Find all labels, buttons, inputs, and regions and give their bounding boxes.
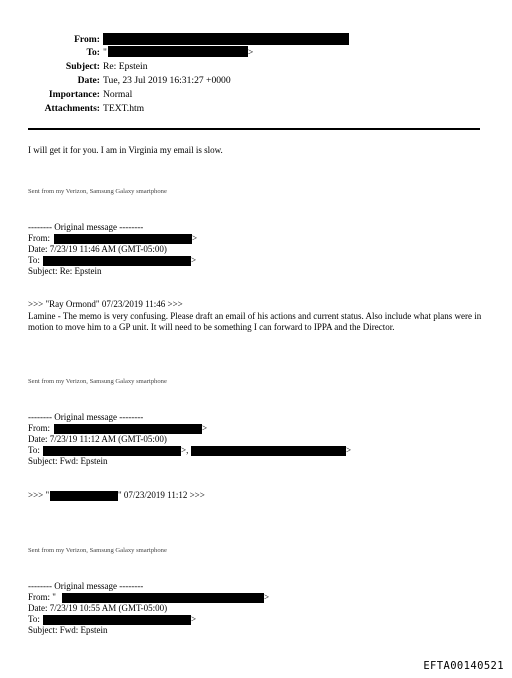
original2-to — [28, 445, 352, 456]
header-divider — [28, 128, 480, 130]
from-suffix: > — [264, 592, 270, 602]
redaction-bar — [54, 424, 202, 434]
redaction-bar — [43, 446, 181, 456]
header-from-row — [0, 33, 512, 46]
original3-from — [28, 592, 270, 603]
header-attachments-row — [0, 102, 512, 115]
signature: Sent from my Verizon, Samsung Galaxy smartphone — [28, 378, 167, 385]
original2-subject: Subject: Fwd: Epstein — [28, 456, 108, 466]
header-to-row — [0, 46, 512, 59]
to-separator: >, — [181, 445, 189, 455]
subject-label: Subject: — [65, 61, 100, 72]
to-suffix: > — [191, 614, 197, 624]
to-label: To: — [86, 47, 100, 58]
original1-from — [28, 233, 198, 244]
original2-from — [28, 423, 208, 434]
header-subject-row — [0, 60, 512, 73]
quote-header — [28, 490, 205, 501]
original3-date: Date: 7/23/19 10:55 AM (GMT-05:00) — [28, 603, 168, 613]
subject-value: Re: Epstein — [103, 61, 148, 72]
original1-to — [28, 255, 197, 266]
from-suffix: > — [202, 423, 208, 433]
redaction-bar — [62, 593, 264, 603]
importance-value: Normal — [103, 89, 133, 100]
signature: Sent from my Verizon, Samsung Galaxy smartphone — [28, 188, 167, 195]
importance-label: Importance: — [48, 89, 100, 100]
quote-suffix: " 07/23/2019 11:12 >>> — [118, 490, 205, 500]
original3-to — [28, 614, 197, 625]
redaction-bar — [103, 33, 349, 45]
original-message-marker: -------- Original message -------- — [28, 412, 144, 422]
to-label: To: — [28, 255, 40, 265]
original-message-marker: -------- Original message -------- — [28, 581, 144, 591]
from-label: From: — [74, 34, 100, 45]
to-suffix: > — [346, 445, 352, 455]
to-label: To: — [28, 445, 40, 455]
redaction-bar — [43, 256, 191, 266]
header-date-row — [0, 74, 512, 87]
to-quote: " — [103, 47, 107, 58]
from-value — [103, 33, 349, 46]
from-suffix: > — [192, 233, 198, 243]
redaction-bar — [54, 234, 192, 244]
quote-prefix: >>> " — [28, 490, 50, 500]
to-label: To: — [28, 614, 40, 624]
from-label: From: — [28, 233, 51, 243]
redaction-bar — [191, 446, 346, 456]
original1-subject: Subject: Re: Epstein — [28, 266, 102, 276]
from-label: From: " — [28, 592, 56, 602]
date-label: Date: — [77, 75, 100, 86]
date-value: Tue, 23 Jul 2019 16:31:27 +0000 — [103, 75, 231, 86]
original-message-marker: -------- Original message -------- — [28, 222, 144, 232]
attachments-label: Attachments: — [44, 103, 100, 114]
header-importance-row — [0, 88, 512, 101]
redaction-bar — [43, 615, 191, 625]
quote-body: Lamine - The memo is very confusing. Please draft an email of his actions and current status. Also include what plans were in motion to move him to a GP unit. It will need to be something I can forward to IPPA and the Director. — [28, 311, 482, 333]
to-suffix: > — [191, 255, 197, 265]
to-value — [103, 46, 253, 59]
signature: Sent from my Verizon, Samsung Galaxy smartphone — [28, 547, 167, 554]
from-label: From: — [28, 423, 51, 433]
quote-header: >>> "Ray Ormond" 07/23/2019 11:46 >>> — [28, 299, 183, 309]
to-suffix: > — [247, 47, 254, 58]
attachments-value: TEXT.htm — [103, 103, 145, 114]
original2-date: Date: 7/23/19 11:12 AM (GMT-05:00) — [28, 434, 167, 444]
original3-subject: Subject: Fwd: Epstein — [28, 625, 108, 635]
reply-text: I will get it for you. I am in Virginia my email is slow. — [28, 145, 223, 155]
redaction-bar — [50, 491, 118, 501]
document-id: EFTA00140521 — [423, 660, 504, 672]
redaction-bar — [108, 46, 248, 57]
original1-date: Date: 7/23/19 11:46 AM (GMT-05:00) — [28, 244, 167, 254]
